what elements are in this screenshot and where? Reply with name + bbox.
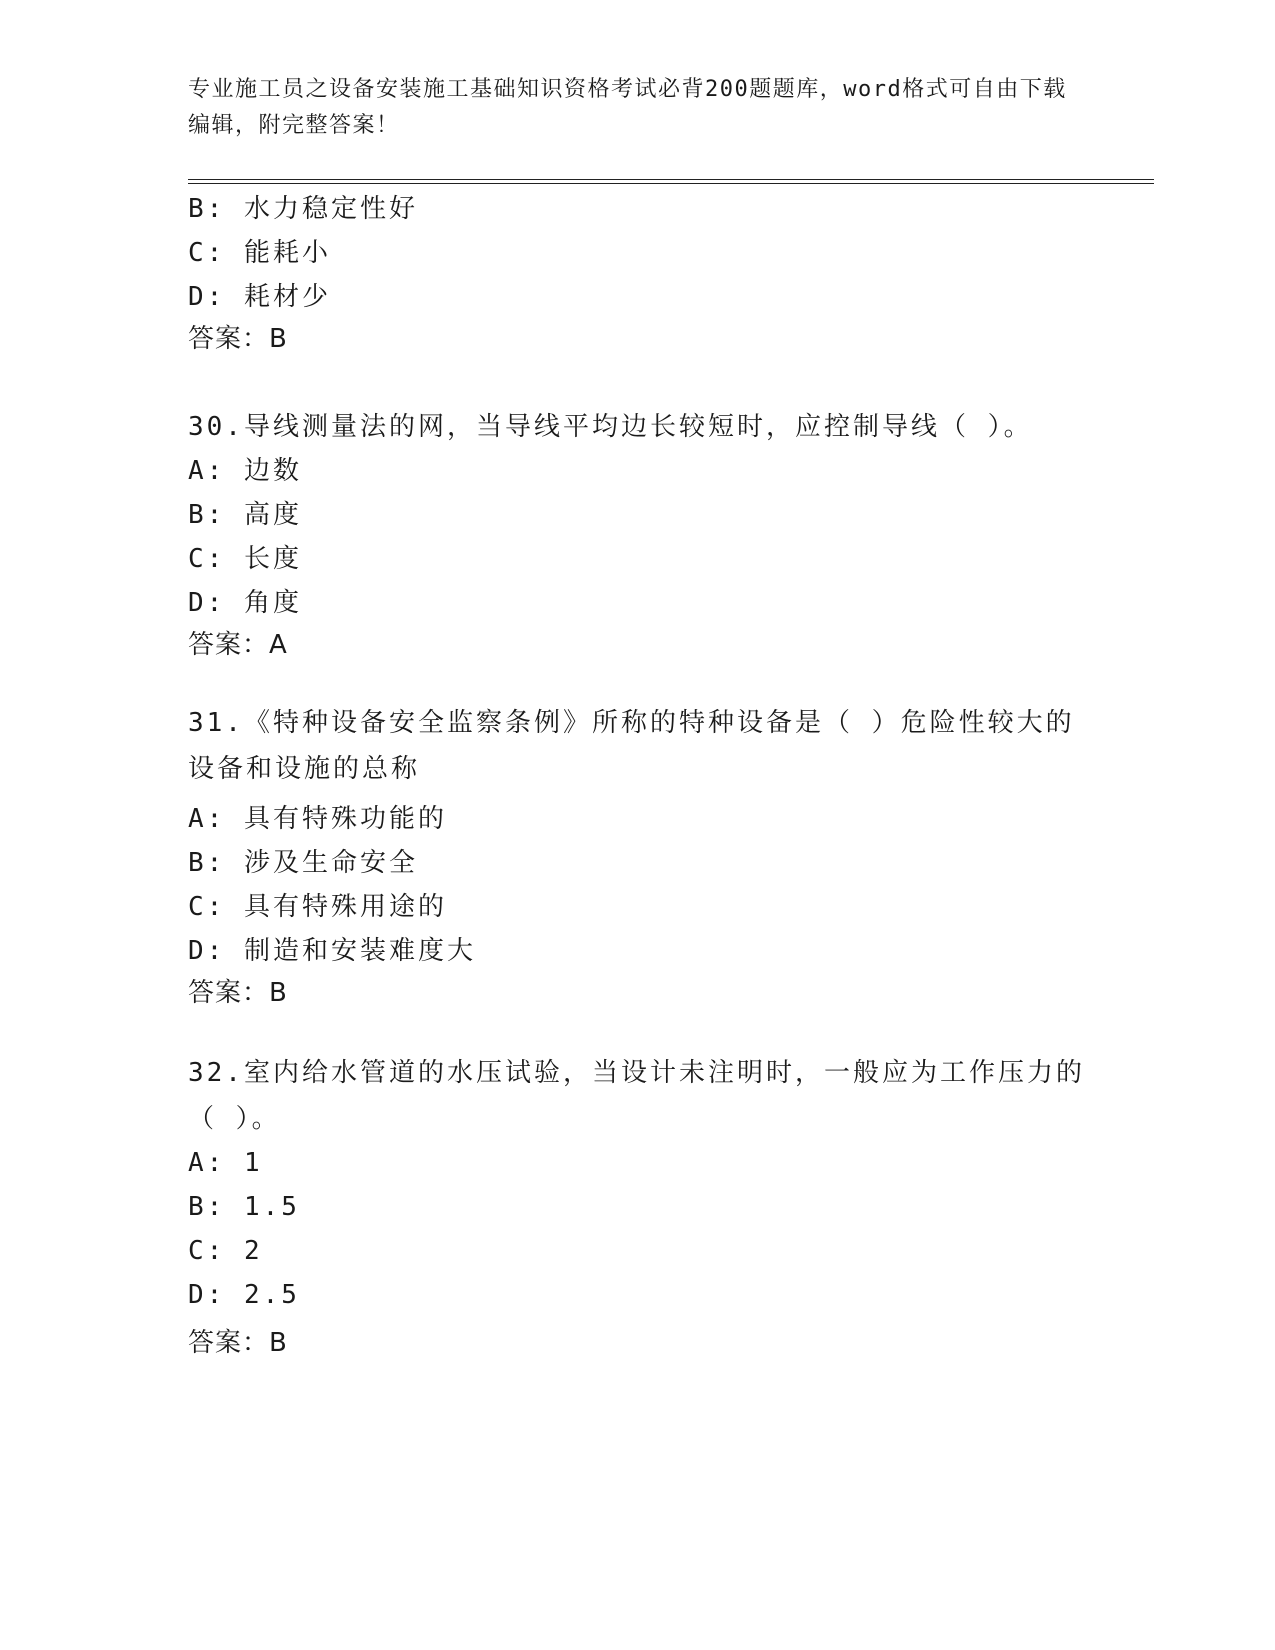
- question-stem: 32.室内给水管道的水压试验，当设计未注明时，一般应为工作压力的（ ）。: [188, 1058, 1085, 1134]
- answer-line: 答案：B: [188, 324, 288, 354]
- question-stem: 31.《特种设备安全监察条例》所称的特种设备是（ ）危险性较大的设备和设施的总称: [188, 708, 1075, 784]
- option-d: D: 2.5: [188, 1280, 300, 1310]
- option-c: C: 具有特殊用途的: [188, 892, 447, 922]
- question-stem: 30.导线测量法的网，当导线平均边长较短时，应控制导线（ ）。: [188, 412, 1033, 442]
- answer-line: 答案：B: [188, 1328, 288, 1358]
- answer-line: 答案：B: [188, 978, 288, 1008]
- option-d: D: 角度: [188, 588, 302, 618]
- option-b: B: 1.5: [188, 1192, 300, 1222]
- option-c: C: 2: [188, 1236, 263, 1266]
- document-header: 专业施工员之设备安装施工基础知识资格考试必背200题题库，word格式可自由下载编辑，附完整答案！: [188, 77, 1067, 138]
- option-a: A: 具有特殊功能的: [188, 804, 447, 834]
- option-c: C: 长度: [188, 544, 302, 574]
- option-d: D: 耗材少: [188, 282, 331, 312]
- option-c: C: 能耗小: [188, 238, 331, 268]
- option-b: B: 高度: [188, 500, 302, 530]
- option-a: A: 1: [188, 1148, 263, 1178]
- answer-line: 答案：A: [188, 630, 288, 660]
- header-divider-top: [188, 179, 1154, 180]
- header-divider-bottom: [188, 183, 1154, 184]
- option-d: D: 制造和安装难度大: [188, 936, 476, 966]
- option-b: B: 涉及生命安全: [188, 848, 418, 878]
- option-a: A: 边数: [188, 456, 302, 486]
- option-b: B: 水力稳定性好: [188, 194, 418, 224]
